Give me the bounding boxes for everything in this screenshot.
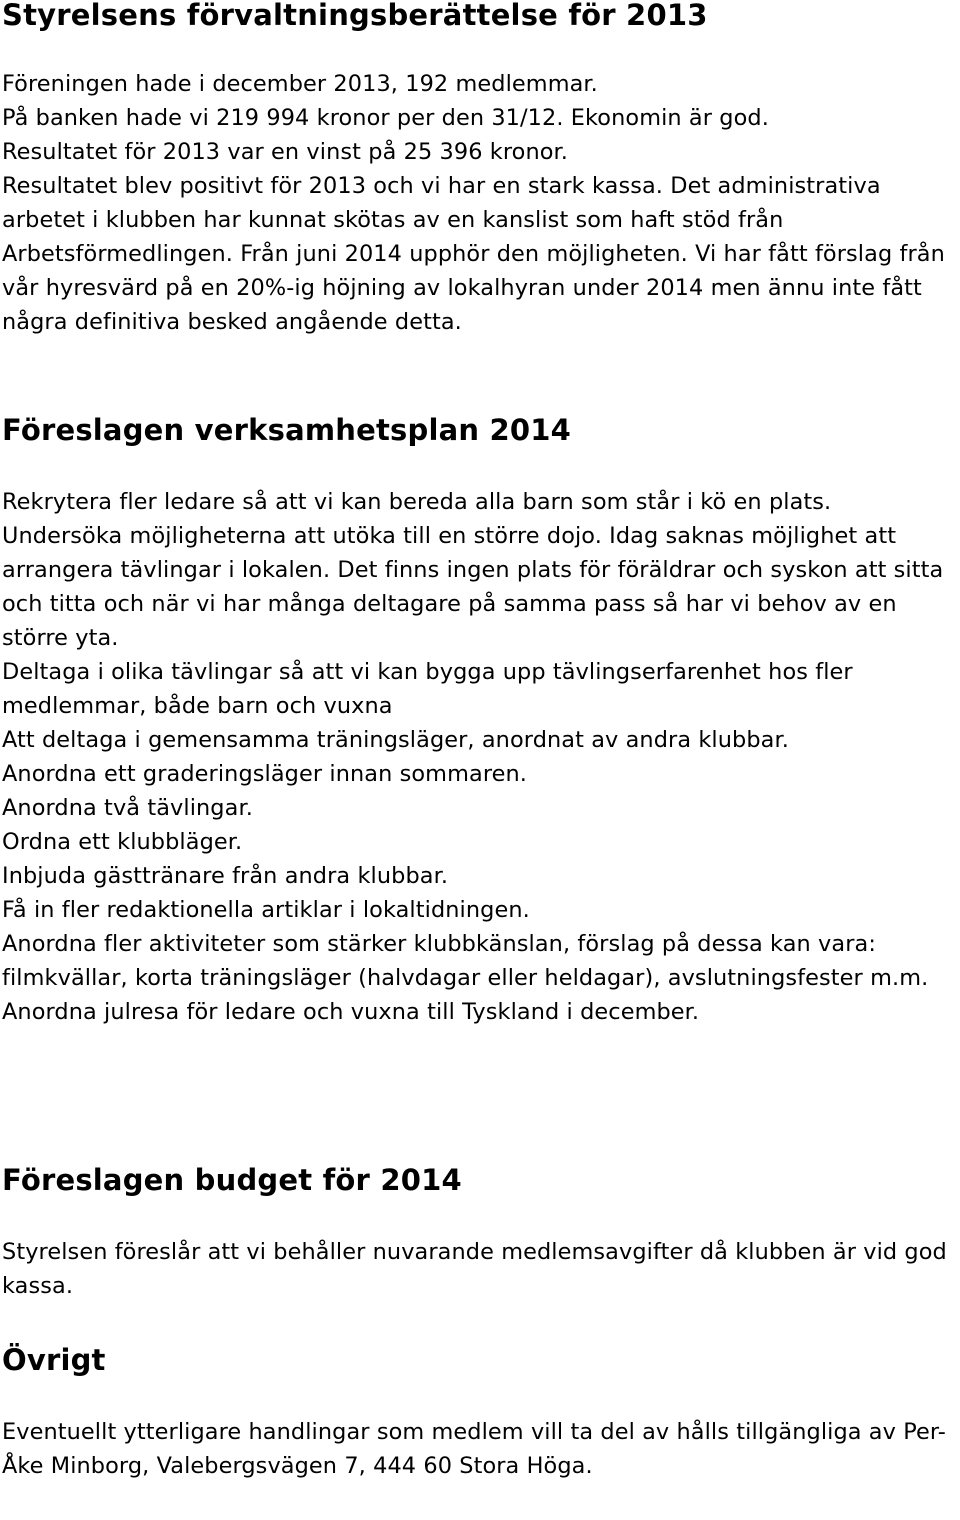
member-count-line: Föreningen hade i december 2013, 192 medlemmar.	[2, 71, 598, 97]
plan-item: Deltaga i olika tävlingar så att vi kan bygga upp tävlingserfarenhet hos fler medlemmar, både barn och vuxna	[2, 659, 853, 719]
bank-balance-line: På banken hade vi 219 994 kronor per den 31/12. Ekonomin är god.	[2, 105, 769, 131]
plan-item: Rekrytera fler ledare så att vi kan bereda alla barn som står i kö en plats.	[2, 489, 832, 515]
other-body	[2, 1415, 958, 1483]
plan-item: Undersöka möjligheterna att utöka till en större dojo. Idag saknas möjlighet att arrangera tävlingar i lokalen. Det finns ingen plats för föräldrar och syskon att sitta och titta och när vi har många deltagare på samma pass så har vi behov av en större yta.	[2, 523, 944, 651]
plan-item: Anordna julresa för ledare och vuxna till Tyskland i december.	[2, 999, 700, 1025]
result-line: Resultatet för 2013 var en vinst på 25 396 kronor.	[2, 139, 569, 165]
plan-item: Anordna ett graderingsläger innan sommaren.	[2, 761, 528, 787]
plan-item: Att deltaga i gemensamma träningsläger, anordnat av andra klubbar.	[2, 727, 789, 753]
budget-paragraph: Styrelsen föreslår att vi behåller nuvarande medlemsavgifter då klubben är vid god kassa.	[2, 1239, 947, 1299]
plan-item: Ordna ett klubbläger.	[2, 829, 243, 855]
activity-plan-body	[2, 485, 958, 1029]
plan-item: Få in fler redaktionella artiklar i lokaltidningen.	[2, 897, 530, 923]
heading-annual-report: Styrelsens förvaltningsberättelse för 2013	[2, 0, 708, 32]
heading-other: Övrigt	[2, 1343, 106, 1377]
result-details-paragraph: Resultatet blev positivt för 2013 och vi har en stark kassa. Det administrativa arbetet i klubben har kunnat skötas av en kanslist som haft stöd från Arbetsförmedlingen. Från juni 2014 upphör den möjligheten. Vi har fått förslag från vår hyresvärd på en 20%-ig höjning av lokalhyran under 2014 men ännu inte fått några definitiva besked angående detta.	[2, 173, 945, 335]
heading-budget: Föreslagen budget för 2014	[2, 1163, 462, 1197]
plan-item: Inbjuda gästtränare från andra klubbar.	[2, 863, 449, 889]
plan-item: Anordna fler aktiviteter som stärker klubbkänslan, förslag på dessa kan vara: filmkvällar, korta träningsläger (halvdagar eller heldagar), avslutningsfester m.m.	[2, 931, 929, 991]
other-paragraph: Eventuellt ytterligare handlingar som medlem vill ta del av hålls tillgängliga av Per-Åke Minborg, Valebergsvägen 7, 444 60 Stora Höga.	[2, 1419, 946, 1479]
heading-activity-plan: Föreslagen verksamhetsplan 2014	[2, 413, 572, 447]
annual-report-body	[2, 67, 958, 339]
budget-body	[2, 1235, 958, 1303]
plan-item: Anordna två tävlingar.	[2, 795, 253, 821]
